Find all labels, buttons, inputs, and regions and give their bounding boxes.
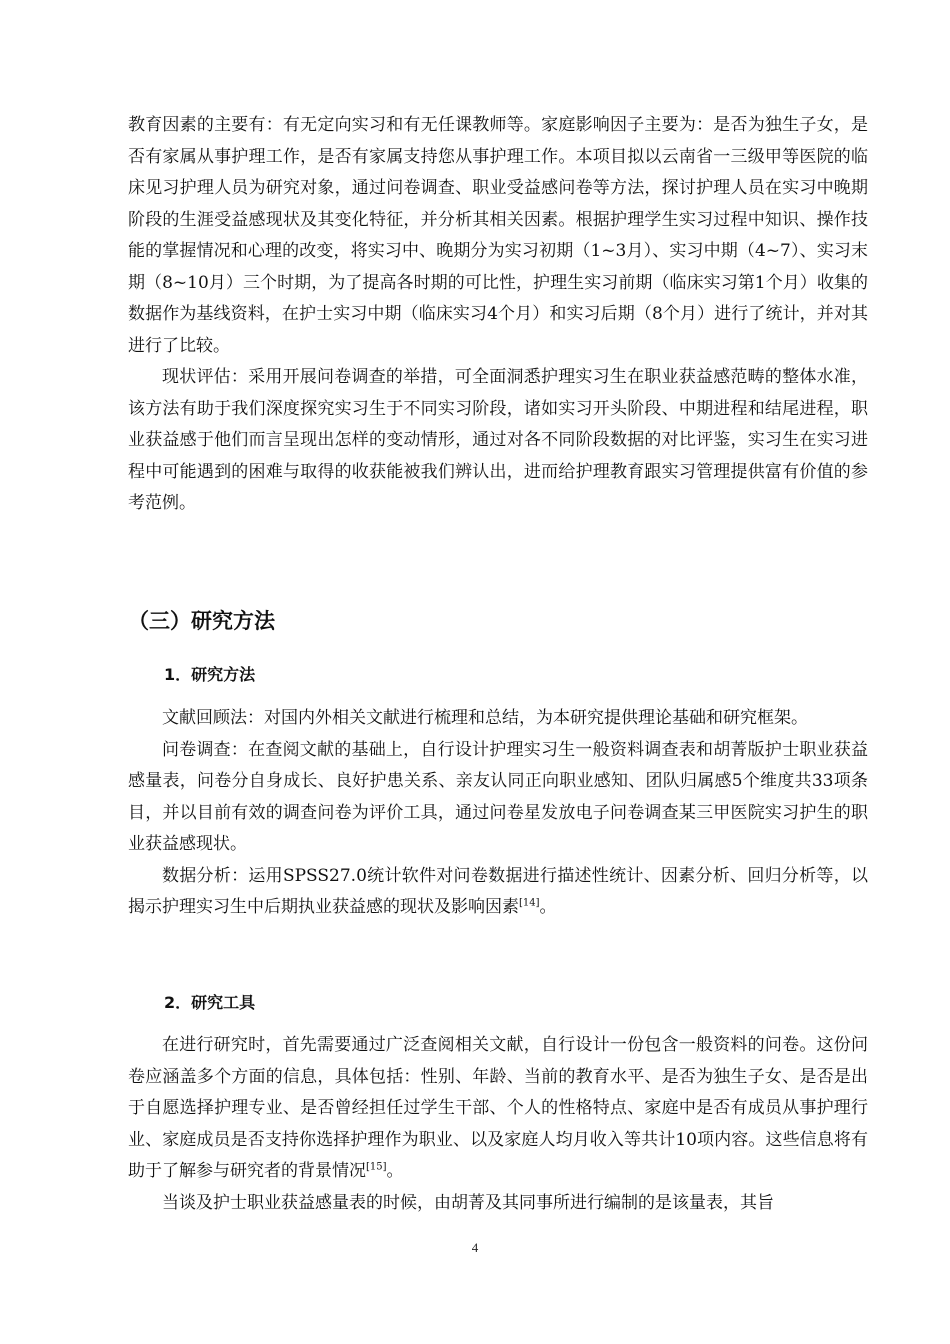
- section-heading-research-methods: （三）研究方法: [128, 609, 275, 633]
- methods-text-block: [128, 703, 868, 924]
- paragraph-factors: 教育因素的主要有：有无定向实习和有无任课教师等。家庭影响因子主要为：是否为独生子女，是否有家属从事护理工作，是否有家属支持您从事护理工作。本项目拟以云南省一三级甲等医院的临床见习护理人员为研究对象，通过问卷调查、职业受益感问卷等方法，探讨护理人员在实习中晚期阶段的生涯受益感现状及其变化特征，并分析其相关因素。根据护理学生实习过程中知识、操作技能的掌握情况和心理的改变，将实习中、晚期分为实习初期（1~3月）、实习中期（4~7）、实习末期（8~10月）三个时期，为了提高各时期的可比性，护理生实习前期（临床实习第1个月）收集的数据作为基线资料，在护士实习中期（临床实习4个月）和实习后期（8个月）进行了统计，并对其进行了比较。: [128, 115, 868, 356]
- paragraph-status-assessment: 现状评估：采用开展问卷调查的举措，可全面洞悉护理实习生在职业获益感范畴的整体水准，该方法有助于我们深度探究实习生于不同实习阶段，诸如实习开头阶段、中期进程和结尾进程，职业获益感于他们而言呈现出怎样的变动情形，通过对各不同阶段数据的对比评鉴，实习生在实习进程中可能遇到的困难与取得的收获能被我们辨认出，进而给护理教育跟实习管理提供富有价值的参考范例。: [128, 367, 868, 513]
- subheading-research-methods: 1．研究方法: [164, 665, 256, 684]
- paragraph-general-questionnaire: [128, 1030, 868, 1188]
- data-analysis-end: 。: [539, 897, 557, 917]
- citation-14: [14]: [519, 897, 540, 909]
- general-questionnaire-end: 。: [386, 1161, 404, 1181]
- page-number: 4: [471, 1240, 479, 1255]
- citation-15: [15]: [366, 1161, 387, 1173]
- intro-text-block: [128, 110, 868, 520]
- paragraph-benefit-scale: 当谈及护士职业获益感量表的时候，由胡菁及其同事所进行编制的是该量表，其旨: [162, 1192, 774, 1213]
- subheading-research-tools: 2．研究工具: [164, 993, 256, 1012]
- general-questionnaire-text: 在进行研究时，首先需要通过广泛查阅相关文献，自行设计一份包含一般资料的问卷。这份问卷应涵盖多个方面的信息，具体包括：性别、年龄、当前的教育水平、是否为独生子女、是否是出于自愿选择护理专业、是否曾经担任过学生干部、个人的性格特点、家庭中是否有成员从事护理行业、家庭成员是否支持你选择护理作为职业、以及家庭人均月收入等共计10项内容。这些信息将有助于了解参与研究者的背景情况: [128, 1035, 868, 1181]
- tools-text-block: [128, 1030, 868, 1219]
- paragraph-literature-review: 文献回顾法：对国内外相关文献进行梳理和总结，为本研究提供理论基础和研究框架。: [162, 708, 808, 728]
- data-analysis-text: 数据分析：运用SPSS27.0统计软件对问卷数据进行描述性统计、因素分析、回归分析等，以揭示护理实习生中后期执业获益感的现状及影响因素: [128, 865, 868, 917]
- paragraph-questionnaire: 问卷调查：在查阅文献的基础上，自行设计护理实习生一般资料调查表和胡菁版护士职业获益感量表，问卷分自身成长、良好护患关系、亲友认同正向职业感知、团队归属感5个维度共33项条目，并以目前有效的调查问卷为评价工具，通过问卷星发放电子问卷调查某三甲医院实习护生的职业获益感现状。: [128, 739, 868, 854]
- paragraph-data-analysis: [128, 861, 868, 924]
